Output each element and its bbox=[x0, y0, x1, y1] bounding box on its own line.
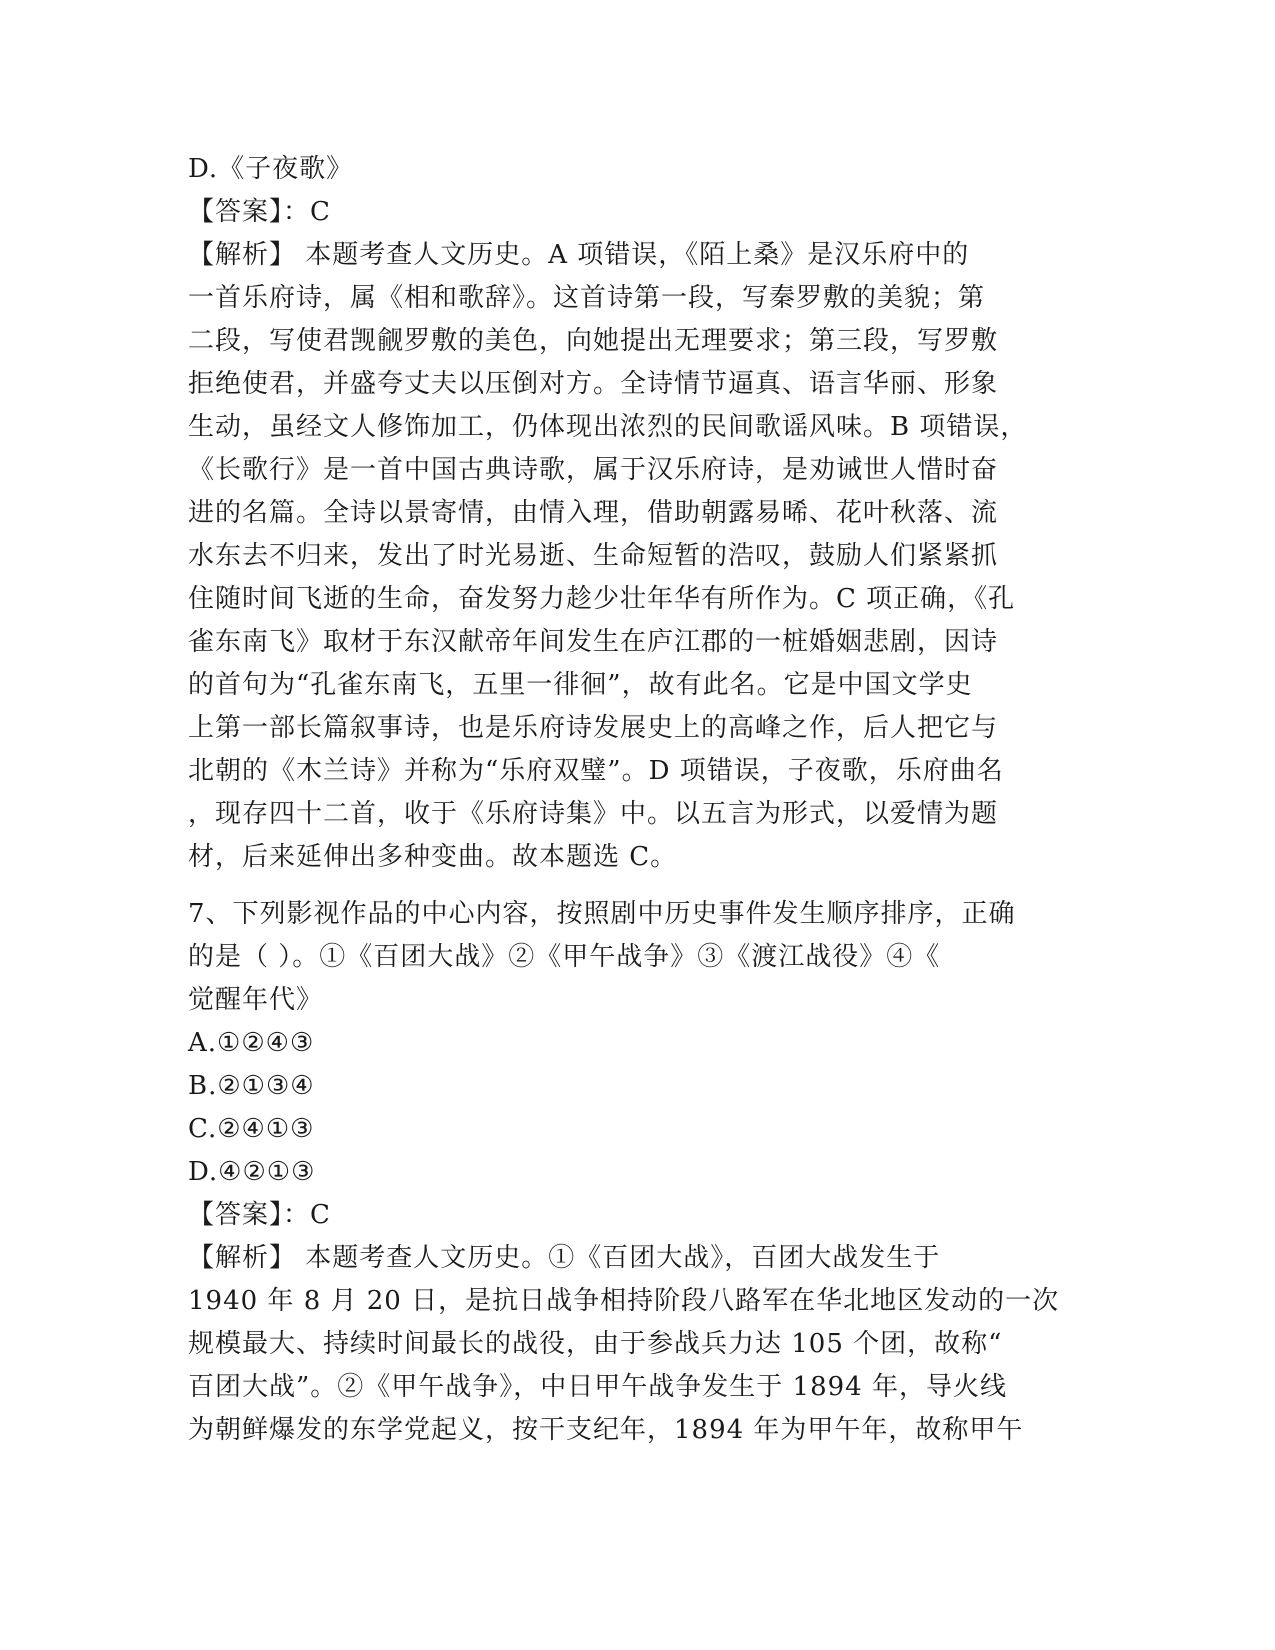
q6-explanation-line: 水东去不归来，发出了时光易逝、生命短暂的浩叹，鼓励人们紧紧抓 bbox=[188, 541, 999, 571]
q6-explanation-line: 的首句为“孔雀东南飞，五里一徘徊”，故有此名。它是中国文学史 bbox=[188, 670, 973, 700]
q7-explanation-line: 【解析】 本题考查人文历史。①《百团大战》，百团大战发生于 bbox=[188, 1243, 941, 1273]
q6-explanation-line: 《长歌行》是一首中国古典诗歌，属于汉乐府诗，是劝诫世人惜时奋 bbox=[188, 455, 999, 485]
q6-explanation-line: 住随时间飞逝的生命，奋发努力趁少壮年华有所作为。C 项正确，《孔 bbox=[188, 584, 1016, 614]
q7-question-line: 觉醒年代》 bbox=[188, 985, 324, 1015]
q7-option-d: D.④②①③ bbox=[188, 1157, 316, 1187]
q6-explanation-line: 雀东南飞》取材于东汉献帝年间发生在庐江郡的一桩婚姻悲剧，因诗 bbox=[188, 627, 999, 657]
q6-answer: 【答案】：C bbox=[188, 197, 331, 227]
q6-explanation-line: 二段，写使君觊觎罗敷的美色，向她提出无理要求；第三段，写罗敷 bbox=[188, 326, 999, 356]
question-spacer bbox=[188, 879, 1090, 893]
q7-answer: 【答案】：C bbox=[188, 1200, 331, 1230]
q6-explanation-line: 【解析】 本题考查人文历史。A 项错误，《陌上桑》是汉乐府中的 bbox=[188, 240, 970, 270]
q7-explanation-line: 为朝鲜爆发的东学党起义，按干支纪年，1894 年为甲午年，故称甲午 bbox=[188, 1415, 1024, 1445]
q6-explanation-line: 材，后来延伸出多种变曲。故本题选 C。 bbox=[188, 842, 678, 872]
q7-option-c: C.②④①③ bbox=[188, 1114, 315, 1144]
q7-explanation-line: 百团大战”。②《甲午战争》，中日甲午战争发生于 1894 年，导火线 bbox=[188, 1372, 1007, 1402]
q6-explanation-line: 拒绝使君，并盛夸丈夫以压倒对方。全诗情节逼真、语言华丽、形象 bbox=[188, 369, 999, 399]
q6-explanation-line: 进的名篇。全诗以景寄情，由情入理，借助朝露易晞、花叶秋落、流 bbox=[188, 498, 999, 528]
q7-option-a: A.①②④③ bbox=[188, 1028, 315, 1058]
q7-explanation-line: 1940 年 8 月 20 日，是抗日战争相持阶段八路军在华北地区发动的一次 bbox=[188, 1286, 1060, 1316]
q7-explanation-line: 规模最大、持续时间最长的战役，由于参战兵力达 105 个团，故称“ bbox=[188, 1329, 1003, 1359]
q6-option-d: D.《子夜歌》 bbox=[188, 154, 354, 184]
q7-question-line: 的是（ ）。①《百团大战》②《甲午战争》③《渡江战役》④《 bbox=[188, 942, 941, 972]
q6-explanation-line: 生动，虽经文人修饰加工，仍体现出浓烈的民间歌谣风味。B 项错误， bbox=[188, 412, 1028, 442]
q7-question-line: 7、下列影视作品的中心内容，按照剧中历史事件发生顺序排序，正确 bbox=[188, 899, 1016, 929]
q6-explanation-line: 一首乐府诗，属《相和歌辞》。这首诗第一段，写秦罗敷的美貌；第 bbox=[188, 283, 986, 313]
page-content bbox=[188, 148, 1090, 1452]
q6-explanation-line: ，现存四十二首，收于《乐府诗集》中。以五言为形式，以爱情为题 bbox=[188, 799, 999, 829]
q6-explanation-line: 北朝的《木兰诗》并称为“乐府双璧”。D 项错误，子夜歌，乐府曲名 bbox=[188, 756, 1004, 786]
q7-option-b: B.②①③④ bbox=[188, 1071, 315, 1101]
q6-explanation-line: 上第一部长篇叙事诗，也是乐府诗发展史上的高峰之作，后人把它与 bbox=[188, 713, 999, 743]
